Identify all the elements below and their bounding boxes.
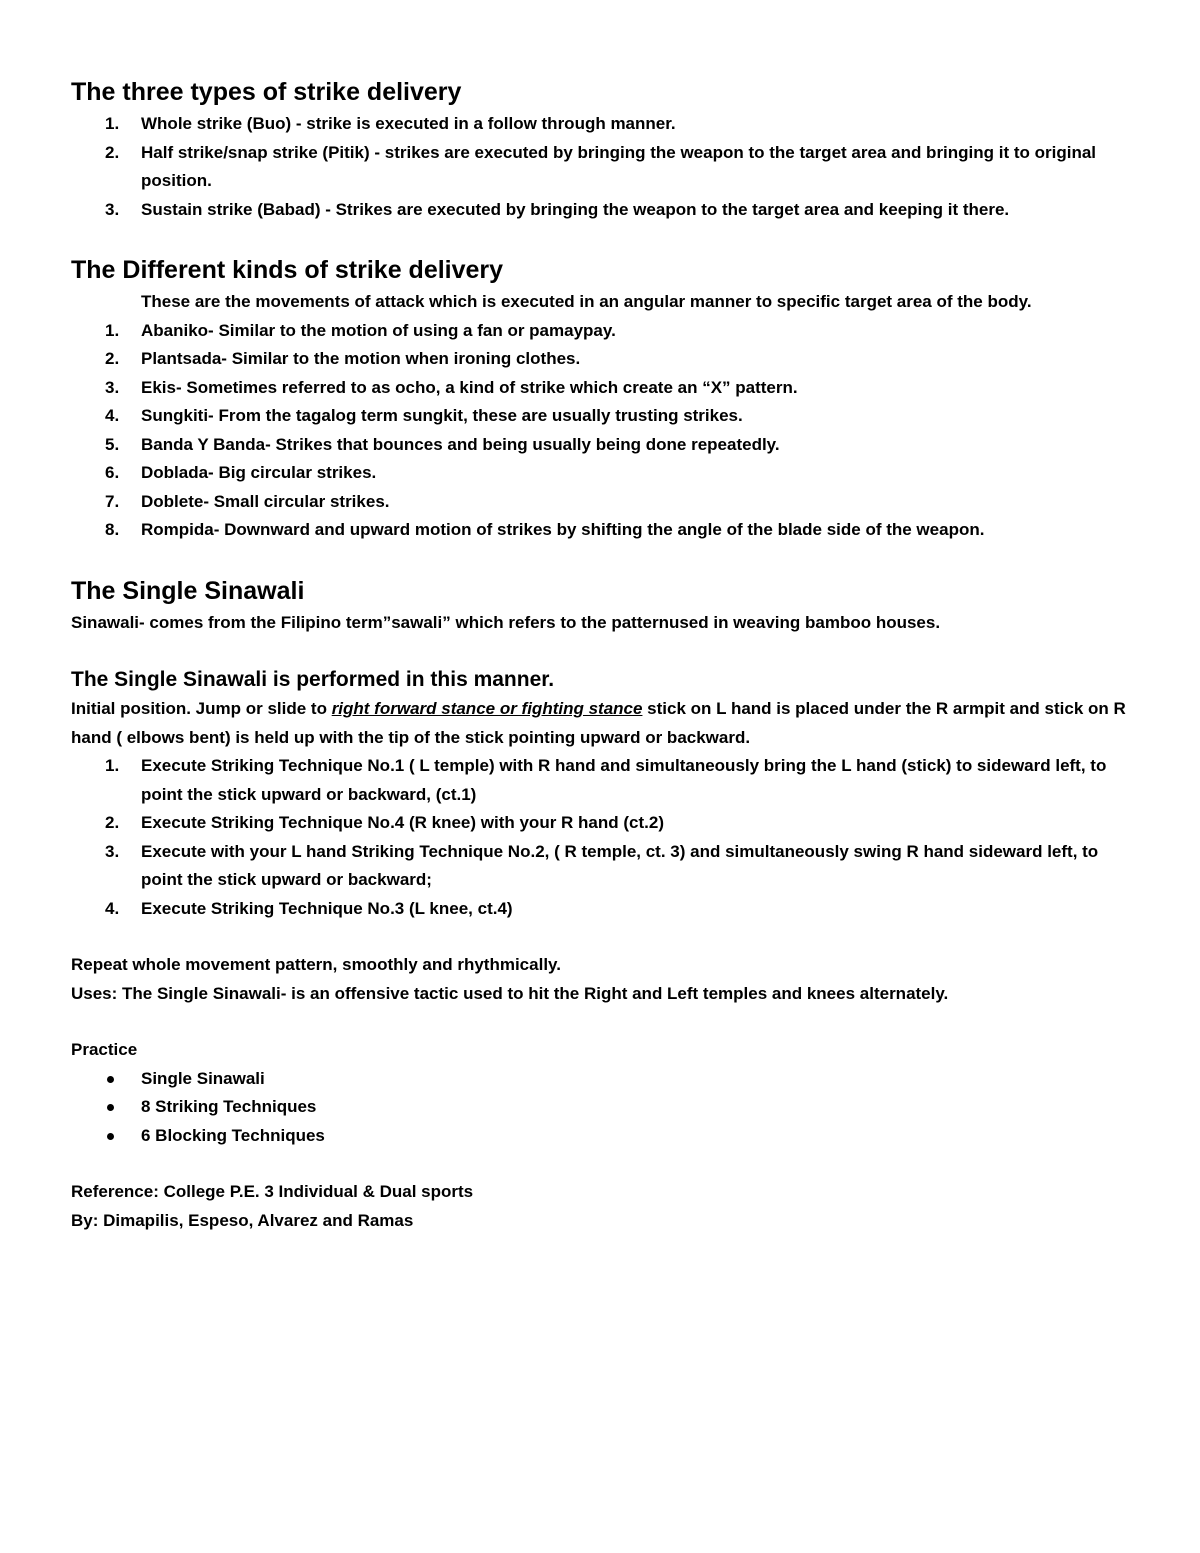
list-item: [71, 1065, 1136, 1094]
list-number: 6.: [105, 463, 120, 482]
strike-kinds-list: [71, 317, 1136, 545]
list-number: 2.: [105, 349, 120, 368]
list-item-text: Single Sinawali: [141, 1068, 265, 1088]
list-item: [71, 459, 1136, 488]
authors-line: By: Dimapilis, Espeso, Alvarez and Ramas: [71, 1210, 414, 1230]
bullet-icon: [107, 1133, 114, 1140]
list-item-text: Whole strike (Buo) - strike is executed in a follow through manner.: [141, 114, 676, 133]
list-item-text: Half strike/snap strike (Pitik) - strikes are executed by bringing the weapon to the target area and bringing it to original position.: [141, 142, 1097, 190]
sinawali-definition: Sinawali- comes from the Filipino term”sawali” which refers to the patternused in weaving bamboo houses.: [71, 612, 941, 632]
list-item: [71, 110, 1136, 139]
list-item-text: Sungkiti- From the tagalog term sungkit, these are usually trusting strikes.: [141, 406, 743, 425]
repeat-instruction: Repeat whole movement pattern, smoothly and rhythmically.: [71, 955, 561, 974]
bullet-icon: [107, 1076, 114, 1083]
list-item: [71, 402, 1136, 431]
list-item-text: 8 Striking Techniques: [141, 1097, 317, 1116]
initial-position-post: stick on L hand is placed under the R armpit and stick on R hand ( elbows bent) is held up with the tip of the stick pointing upward or backward.: [71, 699, 1126, 747]
list-number: 3.: [105, 377, 120, 397]
list-item: [71, 196, 1136, 225]
list-number: 5.: [105, 434, 120, 454]
strike-types-list: [71, 110, 1136, 224]
bullet-icon: [107, 1104, 114, 1111]
list-item-text: Rompida- Downward and upward motion of strikes by shifting the angle of the blade side of the weapon.: [141, 520, 985, 539]
uses-text: Uses: The Single Sinawali- is an offensive tactic used to hit the Right and Left temples and knees alternately.: [71, 983, 949, 1003]
reference-line: Reference: College P.E. 3 Individual & Dual sports: [71, 1182, 474, 1201]
list-item: [71, 1122, 1136, 1151]
list-number: 2.: [105, 813, 120, 832]
sinawali-steps-list: [71, 752, 1136, 923]
initial-position-pre: Initial position. Jump or slide to: [71, 699, 332, 718]
strike-kinds-intro: These are the movements of attack which is executed in an angular manner to specific target area of the body.: [141, 292, 1032, 311]
list-item-text: 6 Blocking Techniques: [141, 1125, 325, 1145]
list-item-text: Execute with your L hand Striking Technique No.2, ( R temple, ct. 3) and simultaneously swing R hand sideward left, to point the stick upward or backward;: [141, 841, 1099, 889]
list-item-text: Execute Striking Technique No.4 (R knee) with your R hand (ct.2): [141, 813, 664, 832]
list-item-text: Execute Striking Technique No.1 ( L temple) with R hand and simultaneously bring the L hand (stick) to sideward left, to point the stick upward or backward, (ct.1): [141, 756, 1107, 804]
list-item-text: Doblada- Big circular strikes.: [141, 463, 377, 482]
list-item: [71, 809, 1136, 838]
section-title-performed: The Single Sinawali is performed in this manner.: [71, 668, 555, 691]
list-number: 3.: [105, 841, 120, 861]
stance-link: right forward stance or fighting stance: [331, 699, 643, 718]
list-item: [71, 374, 1136, 403]
list-number: 4.: [105, 898, 120, 918]
list-item: [71, 431, 1136, 460]
list-item: [71, 1093, 1136, 1122]
practice-list: [71, 1065, 1136, 1151]
list-item-text: Sustain strike (Babad) - Strikes are executed by bringing the weapon to the target area and keeping it there.: [141, 199, 1010, 219]
list-item: [71, 895, 1136, 924]
list-item-text: Abaniko- Similar to the motion of using a fan or pamaypay.: [141, 320, 616, 340]
list-item-text: Banda Y Banda- Strikes that bounces and being usually being done repeatedly.: [141, 434, 780, 454]
list-number: 1.: [105, 320, 120, 340]
list-item-text: Plantsada- Similar to the motion when ironing clothes.: [141, 349, 581, 368]
list-number: 1.: [105, 756, 120, 775]
list-item-text: Ekis- Sometimes referred to as ocho, a kind of strike which create an “X” pattern.: [141, 377, 798, 397]
list-item: [71, 139, 1136, 196]
list-item-text: Execute Striking Technique No.3 (L knee, ct.4): [141, 898, 513, 918]
list-item-text: Doblete- Small circular strikes.: [141, 491, 390, 511]
list-number: 2.: [105, 142, 120, 162]
list-item: [71, 345, 1136, 374]
list-item: [71, 488, 1136, 517]
section-title-strike-kinds: The Different kinds of strike delivery: [71, 256, 504, 284]
document-page: [71, 74, 1136, 1235]
practice-heading: Practice: [71, 1040, 138, 1059]
list-item: [71, 317, 1136, 346]
section-title-strike-types: The three types of strike delivery: [71, 78, 462, 106]
section-title-single-sinawali: The Single Sinawali: [71, 576, 305, 605]
list-number: 4.: [105, 406, 120, 425]
list-number: 8.: [105, 520, 120, 539]
list-number: 1.: [105, 114, 120, 133]
list-number: 3.: [105, 199, 120, 219]
list-item: [71, 838, 1136, 895]
list-item: [71, 516, 1136, 545]
initial-position-paragraph: [71, 695, 1136, 752]
list-number: 7.: [105, 491, 120, 511]
list-item: [71, 752, 1136, 809]
